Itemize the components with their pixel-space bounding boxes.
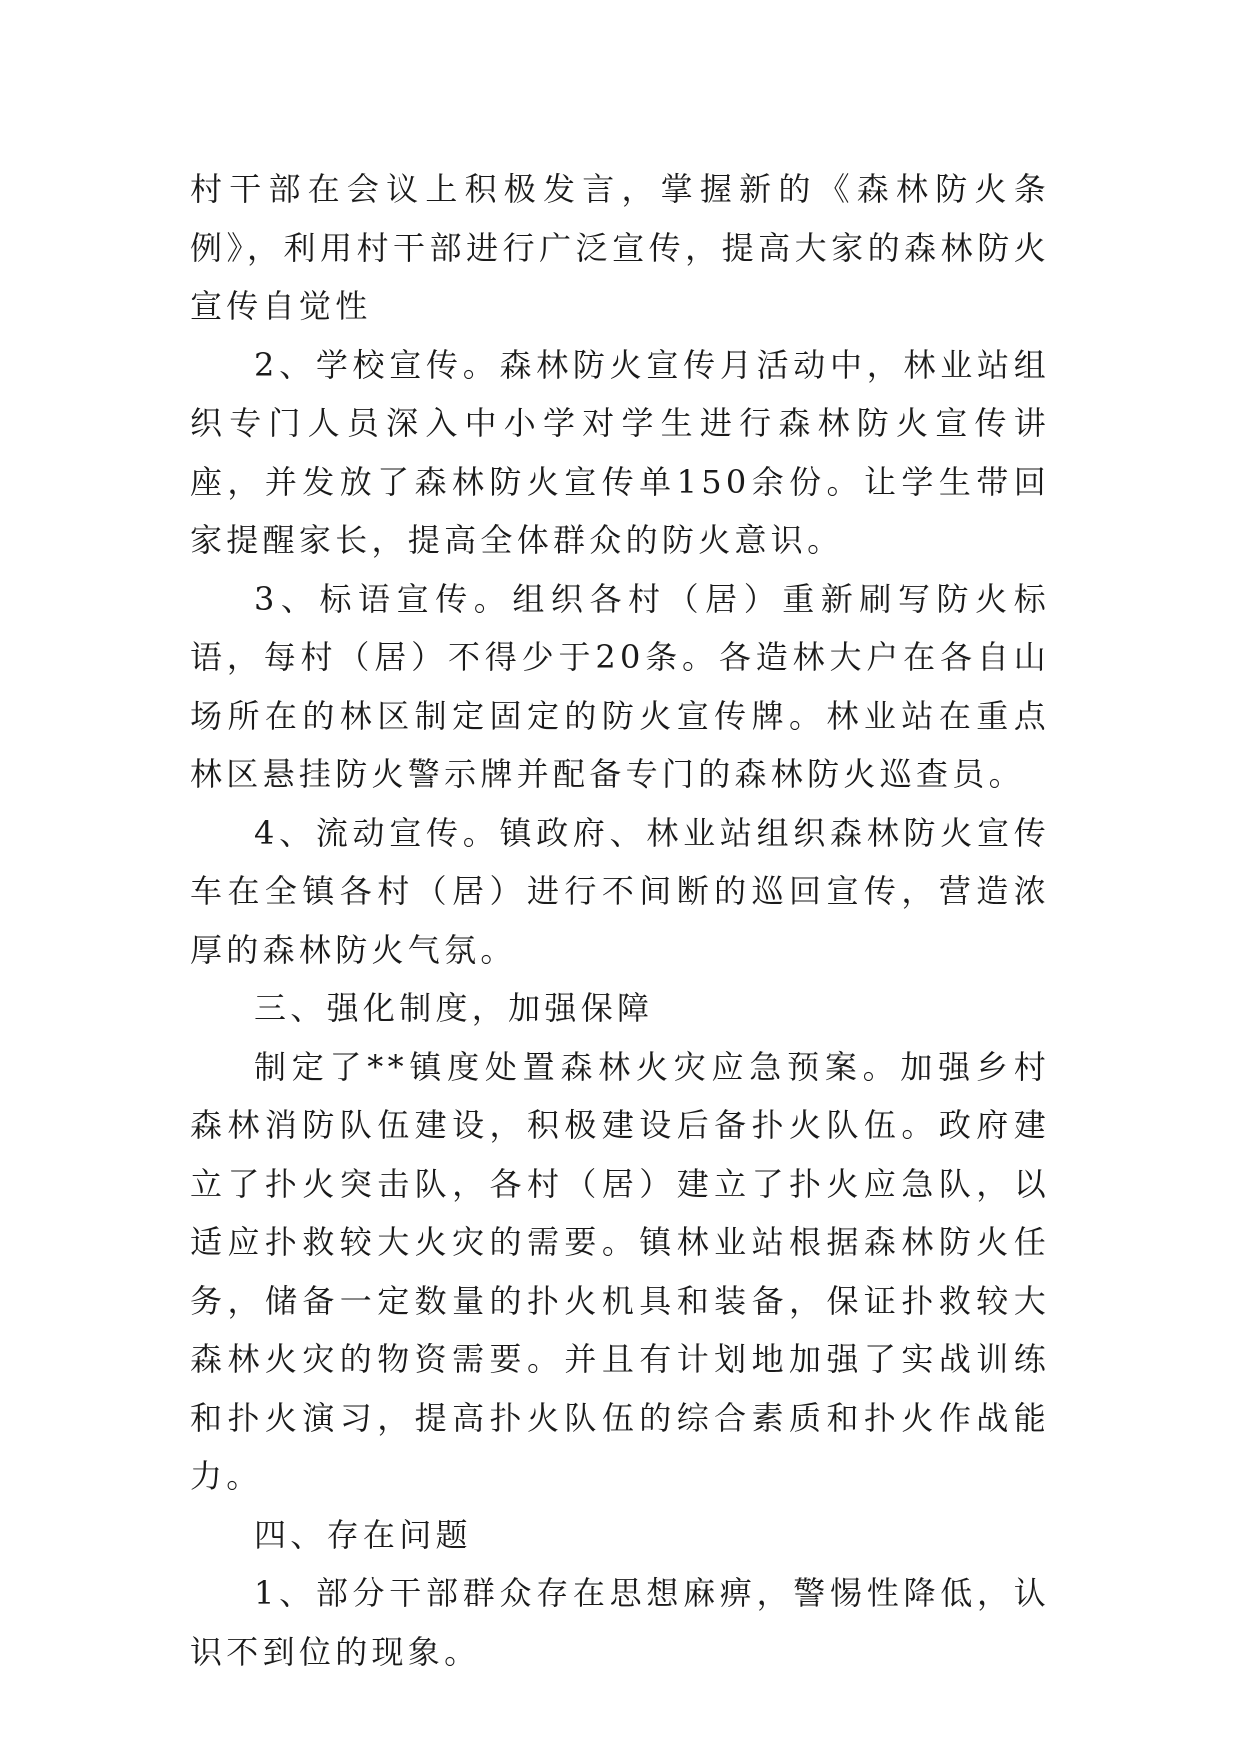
section-heading-existing-problems: 四、存在问题 [254,1515,472,1554]
document-body [190,160,1050,1681]
paragraph-slogan-publicity: 3、标语宣传。组织各村（居）重新刷写防火标语，每村（居）不得少于20条。各造林大户在各自山场所在的林区制定固定的防火宣传牌。林业站在重点林区悬挂防火警示牌并配备专门的森林防火巡查员。 [190,579,1050,793]
paragraph-mobile-publicity: 4、流动宣传。镇政府、林业站组织森林防火宣传车在全镇各村（居）进行不间断的巡回宣传，营造浓厚的森林防火气氛。 [190,813,1050,969]
paragraph-village-cadres: 村干部在会议上积极发言，掌握新的《森林防火条例》，利用村干部进行广泛宣传，提高大家的森林防火宣传自觉性 [190,170,1050,325]
paragraph-problem-1: 1、部分干部群众存在思想麻痹，警惕性降低，认识不到位的现象。 [190,1574,1050,1671]
section-heading-strengthen-system: 三、强化制度，加强保障 [254,989,654,1027]
paragraph-emergency-plan: 制定了**镇度处置森林火灾应急预案。加强乡村森林消防队伍建设，积极建设后备扑火队伍。政府建立了扑火突击队，各村（居）建立了扑火应急队，以适应扑救较大火灾的需要。镇林业站根据森林防火任务，储备一定数量的扑火机具和装备，保证扑救较大森林火灾的物资需要。并且有计划地加强了实战训练和扑火演习，提高扑火队伍的综合素质和扑火作战能力。 [190,1047,1050,1495]
paragraph-school-publicity: 2、学校宣传。森林防火宣传月活动中，林业站组织专门人员深入中小学对学生进行森林防火宣传讲座，并发放了森林防火宣传单150余份。让学生带回家提醒家长，提高全体群众的防火意识。 [190,345,1050,559]
